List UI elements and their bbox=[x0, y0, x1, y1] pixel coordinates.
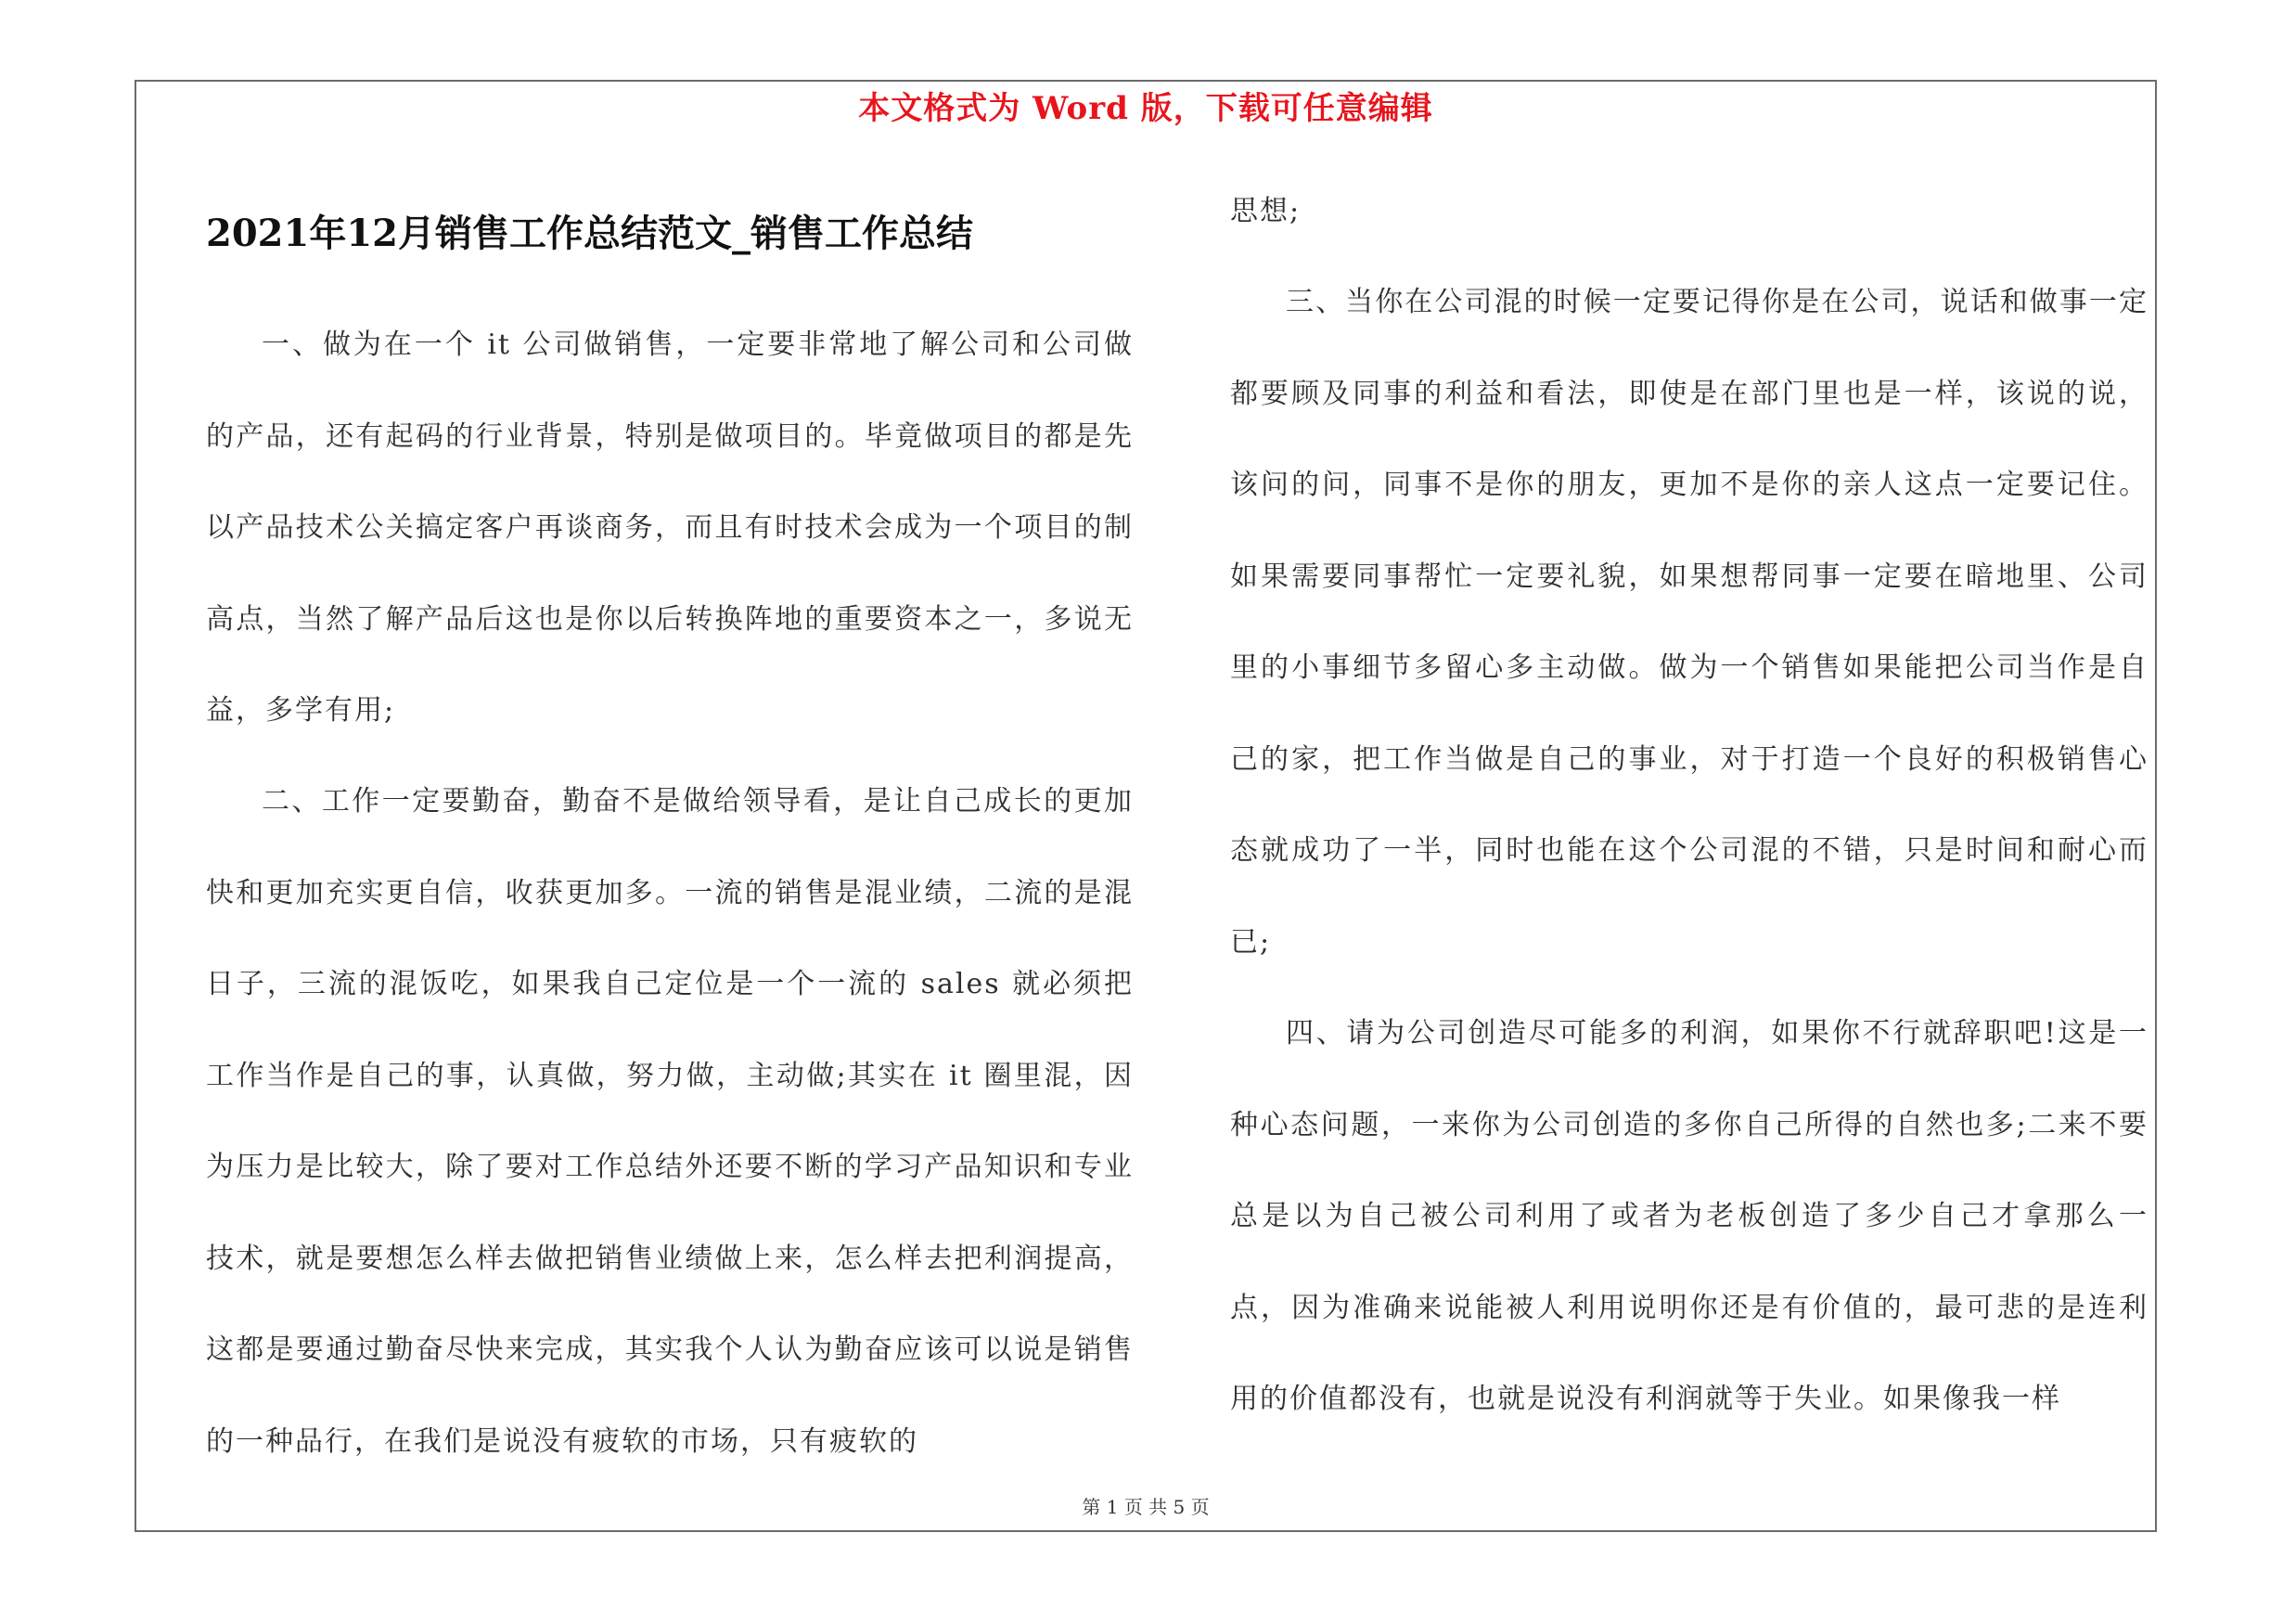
paragraph-3: 三、当你在公司混的时候一定要记得你是在公司，说话和做事一定都要顾及同事的利益和看法，即使是在部门里也是一样，该说的说，该问的问，同事不是你的朋友，更加不是你的亲人这点一定要记住。如果需要同事帮忙一定要礼貌，如果想帮同事一定要在暗地里、公司里的小事细节多留心多主动做。做为一个销售如果能把公司当作是自己的家，把工作当做是自己的事业，对于打造一个良好的积极销售心态就成功了一半，同时也能在这个公司混的不错，只是时间和耐心而已; bbox=[1230, 286, 2148, 959]
paragraph-4: 四、请为公司创造尽可能多的利润，如果你不行就辞职吧!这是一种心态问题，一来你为公司创造的多你自己所得的自然也多;二来不要总是以为自己被公司利用了或者为老板创造了多少自己才拿那么一点，因为准确来说能被人利用说明你还是有价值的，最可悲的是连利用的价值都没有，也就是说没有利润就等于失业。如果像我一样 bbox=[1230, 1017, 2148, 1415]
format-notice-banner: 本文格式为 Word 版，下载可任意编辑 bbox=[858, 90, 1433, 127]
document-title: 2021年12月销售工作总结范文_销售工作总结 bbox=[206, 212, 973, 255]
paragraph-2: 二、工作一定要勤奋，勤奋不是做给领导看，是让自己成长的更加快和更加充实更自信，收获更加多。一流的销售是混业绩，二流的是混日子，三流的混饭吃，如果我自己定位是一个一流的 sales 就必须把工作当作是自己的事，认真做，努力做，主动做;其实在 it 圈里混，因为压力是比较大，除了要对工作总结外还要不断的学习产品知识和专业技术，就是要想怎么样去做把销售业绩做上来，怎么样去把利润提高，这都是要通过勤奋尽快来完成，其实我个人认为勤奋应该可以说是销售的一种品行，在我们是说没有疲软的市场，只有疲软的 bbox=[206, 785, 1134, 1458]
paragraph-1: 一、做为在一个 it 公司做销售，一定要非常地了解公司和公司做的产品，还有起码的行业背景，特别是做项目的。毕竟做项目的都是先以产品技术公关搞定客户再谈商务，而且有时技术会成为一个项目的制高点，当然了解产品后这也是你以后转换阵地的重要资本之一，多说无益，多学有用; bbox=[206, 328, 1134, 727]
page-number-footer: 第 1 页 共 5 页 bbox=[1082, 1496, 1210, 1518]
paragraph-continuation: 思想; bbox=[1230, 195, 1302, 227]
